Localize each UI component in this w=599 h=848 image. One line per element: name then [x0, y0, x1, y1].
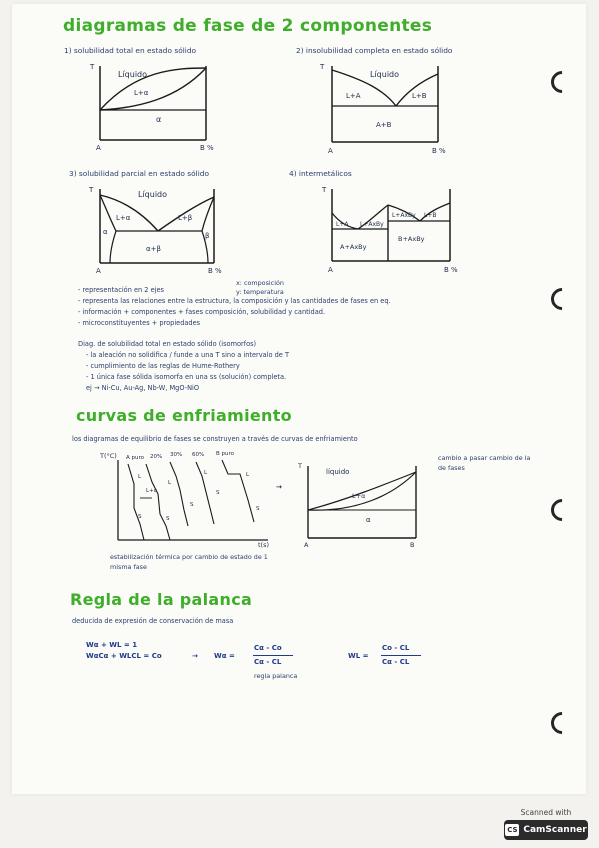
diagram-caption: 2) insolubilidad completa en estado sólido — [296, 46, 453, 55]
phase-diagram-eutectic-insoluble — [314, 60, 454, 158]
lever-wl-num: Co - CL — [382, 644, 410, 652]
region-label: L+β — [178, 214, 193, 222]
axis-label: A — [304, 541, 309, 548]
phase-diagram-intermetallic — [318, 183, 468, 275]
region-label: Líquido — [138, 190, 168, 199]
axis-label: B % — [200, 144, 214, 152]
curve-label: 20% — [150, 454, 163, 460]
axes-note-y: y: temperatura — [236, 288, 284, 296]
bullet-item: - representación en 2 ejes — [78, 286, 164, 294]
scanner-watermark — [502, 808, 590, 842]
scanned-with-label: Scanned with — [520, 808, 572, 817]
segment-label: S — [190, 502, 194, 508]
curve-label: A puro — [126, 455, 144, 461]
lever-wl-den: Cα - CL — [382, 658, 410, 666]
camscanner-logo — [504, 820, 588, 840]
region-label: L+AxBy — [360, 221, 384, 228]
region-label: L+B — [424, 212, 437, 219]
fraction-bar — [381, 655, 421, 656]
segment-label: L+α — [146, 488, 158, 494]
phase-change-note: cambio a pasar cambio de la de fases — [438, 454, 531, 472]
lever-wa-den: Cα - CL — [254, 658, 282, 666]
axis-label: T — [89, 186, 94, 194]
curve-label: B puro — [216, 451, 235, 457]
axis-label: A — [328, 147, 333, 155]
region-label: L+A — [336, 221, 349, 228]
lever-wa-num: Cα - Co — [254, 644, 282, 652]
phase-diagram-isomorphous — [86, 60, 216, 152]
region-label: L+α — [352, 492, 366, 500]
segment-label: S — [216, 490, 220, 496]
lever-note: regla palanca — [254, 672, 298, 680]
curve-label: 60% — [192, 452, 205, 458]
solubility-line: - cumplimiento de las reglas de Hume-Rothery — [86, 362, 240, 370]
region-label: α — [156, 115, 162, 124]
lever-intro: deducida de expresión de conservación de masa — [72, 617, 234, 625]
region-label: L+α — [116, 214, 131, 222]
region-label: Líquido — [118, 70, 148, 79]
solubility-line: ej → Ni-Cu, Au-Ag, Nb-W, MgO-NiO — [86, 384, 200, 392]
camscanner-brand: CamScanner — [523, 825, 587, 835]
cooling-intro: los diagramas de equilibrio de fases se construyen a través de curvas de enfriamiento — [72, 435, 358, 443]
axes-note-x: x: composición — [236, 279, 284, 287]
region-label: B+AxBy — [398, 235, 425, 243]
lever-eq2: WαCα + WLCL = Co — [86, 652, 162, 660]
region-label: α — [103, 228, 108, 236]
lever-wa-lhs: Wα = — [214, 652, 235, 660]
region-label: β — [205, 232, 210, 240]
segment-label: L — [138, 474, 142, 480]
segment-label: S — [138, 514, 142, 520]
page-title: diagramas de fase de 2 componentes — [63, 16, 433, 36]
lever-eq1: Wα + WL = 1 — [86, 641, 138, 649]
segment-label: L — [168, 480, 172, 486]
axis-label: T — [320, 63, 325, 71]
fraction-bar — [253, 655, 293, 656]
phase-diagram-partial-solubility — [86, 183, 226, 275]
camscanner-icon: CS — [507, 826, 518, 834]
segment-label: L — [204, 470, 208, 476]
axis-label: A — [328, 266, 333, 274]
axis-label: B — [410, 541, 415, 548]
cooling-axis: t(s) — [258, 541, 270, 549]
bullet-item: - microconstituyentes + propiedades — [78, 319, 201, 327]
axis-label: T — [322, 186, 327, 194]
region-label: A+B — [376, 121, 392, 129]
axis-label: T — [298, 462, 302, 470]
bullet-item: - información + componentes + fases composición, solubilidad y cantidad. — [78, 308, 326, 316]
region-label: α — [366, 516, 371, 524]
cooling-result-diagram — [296, 460, 426, 548]
section-title-lever-rule: Regla de la palanca — [70, 590, 253, 609]
segment-label: L — [246, 472, 250, 478]
axis-label: B % — [432, 147, 446, 155]
region-label: líquido — [326, 468, 350, 476]
cooling-axis: T(°C) — [100, 452, 117, 460]
diagram-caption: 3) solubilidad parcial en estado sólido — [69, 169, 209, 178]
axis-label: B % — [444, 266, 458, 274]
region-label: α+β — [146, 245, 161, 253]
region-label: L+α — [134, 89, 149, 97]
lever-wl-lhs: WL = — [348, 652, 369, 660]
axis-label: A — [96, 267, 101, 275]
cooling-curves-diagram — [100, 446, 280, 550]
diagram-caption: 4) intermetálicos — [289, 169, 352, 178]
solubility-line: - 1 única fase sólida isomorfa en una ss (solución) completa. — [86, 373, 287, 381]
axis-label: B % — [208, 267, 222, 275]
region-label: Líquido — [370, 70, 400, 79]
segment-label: S — [166, 516, 170, 522]
axis-label: T — [90, 63, 95, 71]
region-label: L+AxBy — [392, 212, 416, 219]
solubility-line: - la aleación no solidifica / funde a una T sino a intervalo de T — [86, 351, 289, 359]
lever-arrow: → — [192, 652, 198, 660]
region-label: L+B — [412, 92, 427, 100]
axis-label: A — [96, 144, 101, 152]
curve-label: 30% — [170, 452, 183, 458]
solubility-heading: Diag. de solubilidad total en estado sólido (isomorfos) — [78, 340, 257, 348]
cooling-arrow: → — [276, 483, 282, 491]
region-label: L+A — [346, 92, 361, 100]
diagram-caption: 1) solubilidad total en estado sólido — [64, 46, 197, 55]
segment-label: S — [256, 506, 260, 512]
bullet-item: - representa las relaciones entre la estructura, la composición y las cantidades de fases en eq. — [78, 297, 391, 305]
region-label: A+AxBy — [340, 243, 367, 251]
stabilization-note: estabilización térmica por cambio de estado de 1 misma fase — [110, 553, 268, 572]
section-title-cooling: curvas de enfriamiento — [76, 406, 292, 425]
